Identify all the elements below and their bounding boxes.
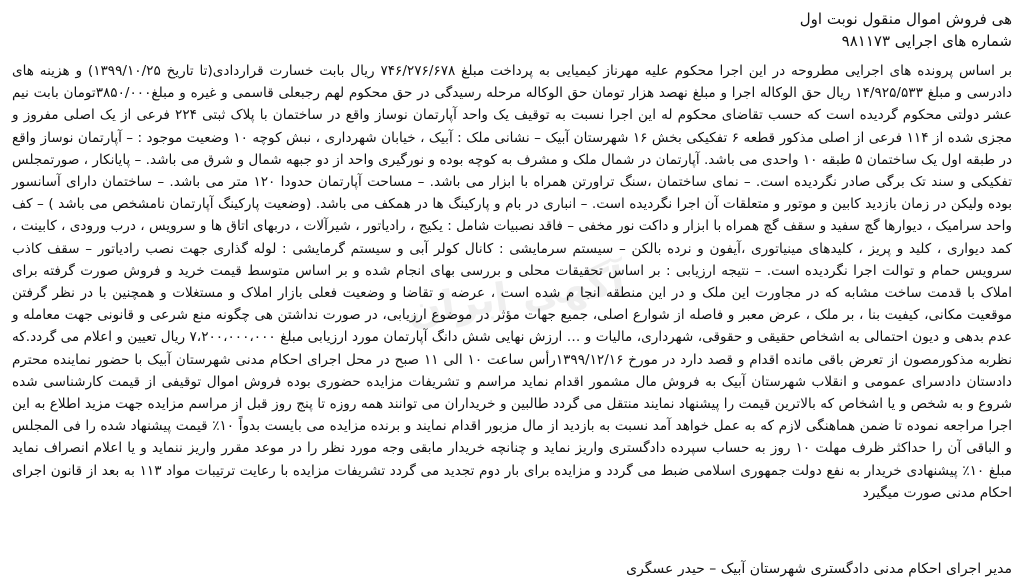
watermark-logo: آگهی ایران [404,258,628,335]
signature-line: مدیر اجرای احکام مدنی دادگستری شهرستان آبیک – حیدر عسگری [626,561,1012,577]
case-number-line: شماره های اجرایی ۹۸۱۱۷۳ [841,32,1012,50]
notice-body: بر اساس پرونده های اجرایی مطروحه در این اجرا محکوم علیه مهرناز کیمیایی به پرداخت مبلغ ۷۴۶/۲۷۶/۶۷۸ ریال بابت خسارت قراردادی(تا تاریخ ۱۳۹۹/۱۰/۲۵) و هزینه های دادرسی و مبلغ ۱۴/۹۲۵/۵۳۳ ریال حق الوکاله اجرا و مبلغ نهصد هزار تومان حق الوکاله مرحله رسیدگی در حق محکوم لهم رجبعلی قاسمی و غیره و مبلغ۳۸۵۰/۰۰۰تومان بابت نیم عشر دولتی محکوم گردیده است که حسب تقاضای محکوم له این اجرا نسبت به توقیف یک واحد آپارتمان نوساز واقع در ساختمان با پلاک ثبتی ۲۲۴ فرعی از یک اصلی مفروز و مجزی شده از ۱۱۴ فرعی از اصلی مذکور قطعه ۶ تفکیکی بخش ۱۶ شهرستان آبیک – نشانی ملک : آبیک ، خیابان شهرداری ، نبش کوچه ۱۰ وضعیت موجود : – آپارتمان نوساز واقع در طبقه اول یک ساختمان ۵ طبقه ۱۰ واحدی می باشد. آپارتمان در شمال ملک و مشرف به کوچه بوده و نورگیری واحد از دو جبهه شمال و شرق می باشد. – پایانکار ، صورتمجلس تفکیکی و سند تک برگی صادر نگردیده است. – نمای ساختمان ،سنگ تراورتن همراه با ابزار می باشد. – مساحت آپارتمان حدودا ۱۲۰ متر می باشد. – ساختمان دارای آسانسور بوده ولیکن در زمان بازدید کابین و موتور و متعلقات آن اجرا نگردیده است. – انباری در بام و پارکینگ ها در همکف می باشد. (وضعیت پارکینگ آپارتمان نامشخص می باشد ) – کف واحد سرامیک ، دیوارها گچ سفید و سقف گچ همراه با ابزار و داکت نور مخفی – فاقد نصبیات شامل : یکیج ، رادیاتور ، شیرآلات ، دربهای اتاق ها و سرویس ، درب ورودی ، کابینت ، کمد دیواری ، کلید و پریز ، کلیدهای مینیاتوری ،آیفون و نرده بالکن – سیستم سرمایشی : کانال کولر آبی و سیستم گرمایشی : لوله گذاری جهت نصب رادیاتور – سقف کاذب سرویس حمام و توالت اجرا نگردیده است. – نتیجه ارزیابی : بر اساس تحقیقات محلی و بررسی بهای انجام شده و بر اساس متوسط قیمت خرید و فروش صورت گرفته برای املاک با قدمت ساخت مشابه که در مجاورت این ملک و در این منطقه انجا م شده است ، عرضه و تقاضا و وضعیت فعلی بازار املاک و مستغلات و همچنین با در نظر گرفتن موقعیت مکانی، کیفیت بنا ، بر ملک ، عرض معبر و فاصله از شوارع اصلی، جمیع جهات مؤثر در موضوع ارزیابی، در صورت نداشتن هی چگونه منع شرعی و قانونی جهت معامله و عدم بدهی و دیون احتمالی به اشخاص حقیقی و حقوقی، شهرداری، مالیات و … ارزش نهایی شش دانگ آپارتمان مورد ارزیابی مبلغ ۷،۲۰۰،۰۰۰،۰۰۰ ریال تعیین و اعلام می گردد.که نظربه مذکورمصون از تعرض باقی مانده اقدام و قصد دارد در مورخ ۱۳۹۹/۱۲/۱۶رأس ساعت ۱۰ الی ۱۱ صبح در محل اجرای احکام مدنی شهرستان آبیک با حضور نماینده محترم دادستان دادسرای عمومی و انقلاب شهرستان آبیک به فروش مال مشمور اقدام نماید مراسم و تشریفات مزایده حضوری بوده فروش اموال توقیفی از قیمت کارشناسی شده شروع و به شخص و یا اشخاص که بالاترین قیمت را پیشنهاد نمایند منتقل می گردد طالبین و خریداران می توانند همه روزه تا پنج روز قبل از مراسم مزایده جهت مزید اطلاع به این اجرا مراجعه نموده تا ضمن هماهنگی لازم که به عمل خواهد آمد نسبت به بازدید از مال مزبور اقدام نمایند و برنده مزایده می بایست بدواً ۱۰٪ قیمت پیشنهاد شده را فی المجلس و الباقی آن را حداکثر ظرف مهلت ۱۰ روز به حساب سپرده دادگستری واریز نماید و چنانچه خریدار مابقی وجه مورد نظر را در موعد مقرر واریز ننماید و یا اعلام انصراف نماید مبلغ ۱۰٪ پیشنهادی خریدار به نفع دولت جمهوری اسلامی ضبط می گردد و مزایده برای بار دوم تجدید می گردد تشریفات مزایده با رعایت ترتیبات مواد ۱۱۳ به بعد از قانون اجرای احکام مدنی صورت میگیرد [11,63,1013,501]
notice-title: هی فروش اموال منقول نوبت اول [799,10,1012,28]
